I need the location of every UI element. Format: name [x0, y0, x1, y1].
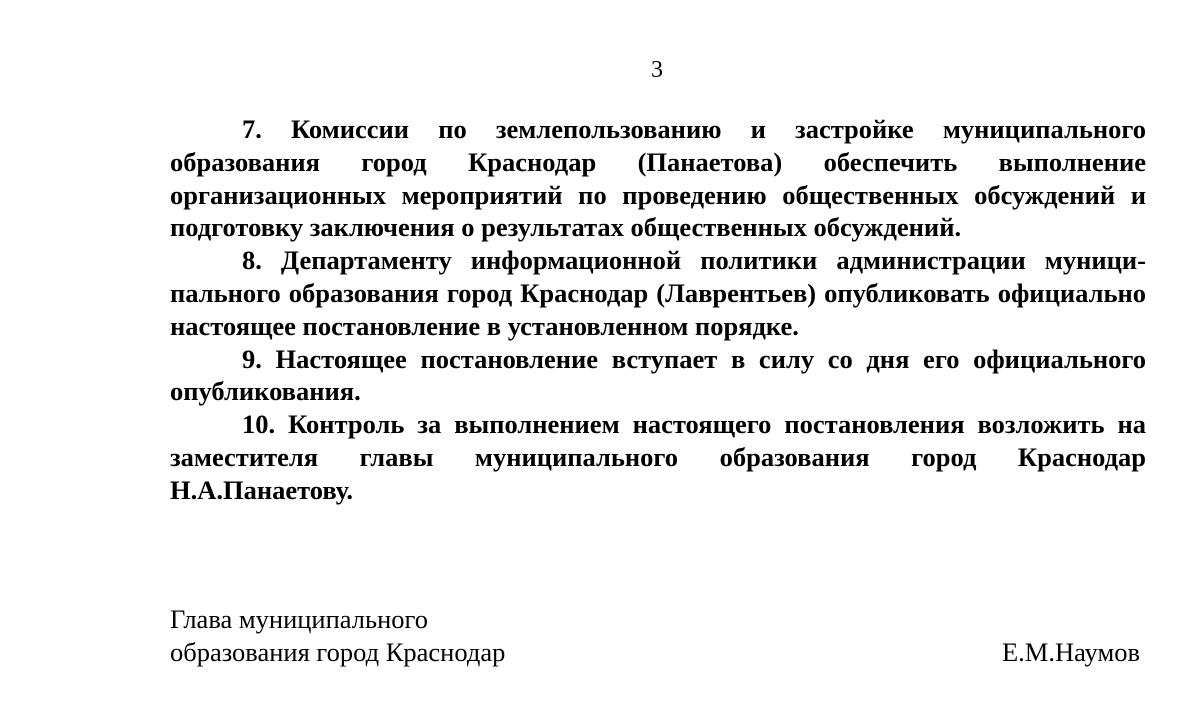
signature-block [170, 603, 1146, 669]
text-line: организационных мероприятий по проведению общественных обсуждений и [170, 179, 1146, 210]
text-line: образования город Краснодар (Панаетова) обеспечить выполнение [170, 146, 1146, 177]
text-line: 8. Департаменту информационной политики администрации муници- [242, 245, 1146, 276]
paragraph-10 [170, 408, 1146, 506]
text-line: 9. Настоящее постановление вступает в силу со дня его официального [242, 343, 1146, 374]
text-line: заместителя главы муниципального образования город Краснодар [170, 441, 1146, 472]
signatory-name: Е.М.Наумов [1002, 636, 1140, 667]
text-line: подготовку заключения о результатах общественных обсуждений. [170, 212, 962, 243]
paragraph-8 [170, 244, 1146, 342]
paragraph-7 [170, 113, 1146, 244]
text-line: пального образования город Краснодар (Лаврентьев) опубликовать официально [170, 277, 1146, 308]
text-line: 7. Комиссии по землепользованию и застройке муниципального [242, 114, 1146, 144]
page-number: 3 [651, 57, 663, 83]
signatory-title-row [170, 636, 1146, 669]
text-line: опубликования. [170, 376, 361, 407]
text-line: настоящее постановление в установленном порядке. [170, 310, 799, 341]
paragraph-9 [170, 343, 1146, 409]
signatory-title-line-1: Глава муниципального [170, 604, 428, 634]
text-line: Н.А.Панаетову. [170, 474, 354, 505]
text-line: 10. Контроль за выполнением настоящего постановления возложить на [242, 409, 1146, 440]
signatory-title-line-2: образования город Краснодар [170, 636, 506, 667]
document-body [170, 113, 1146, 507]
